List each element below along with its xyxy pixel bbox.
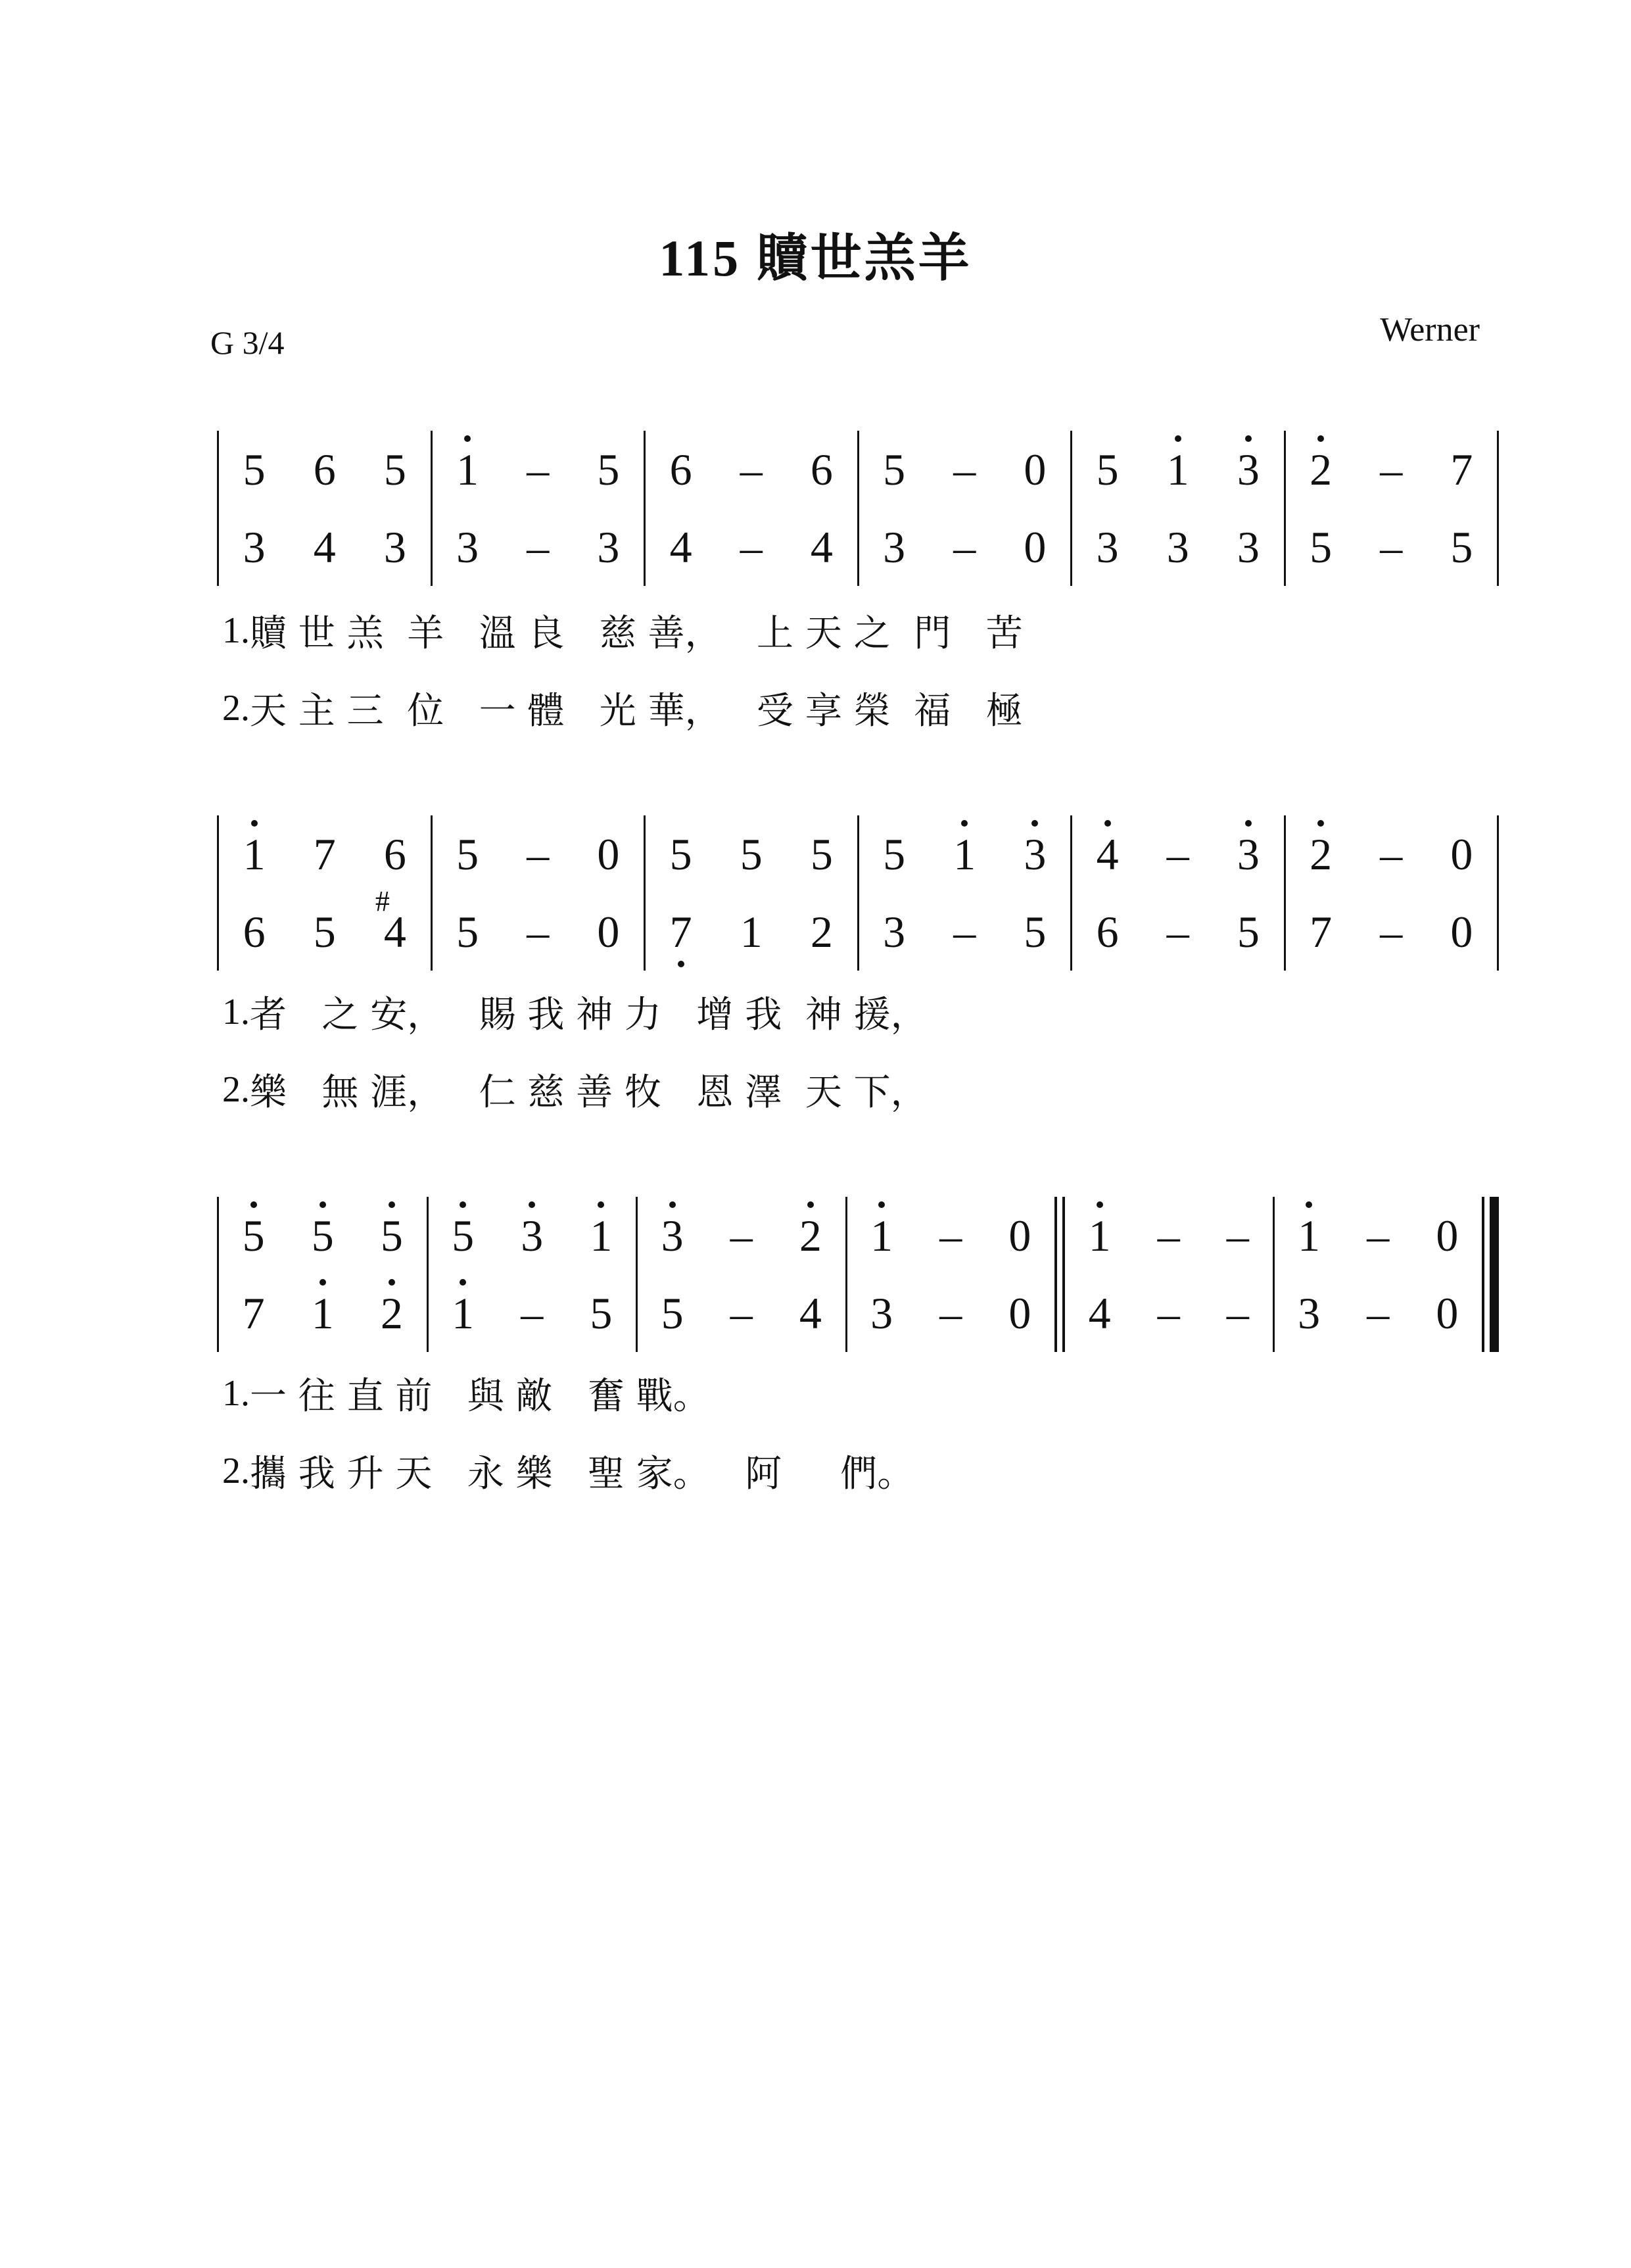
melody-voice [1072, 431, 1284, 508]
lyric-text: 贖 世 羔 羊 溫 良 慈 善， 上 天 之 門 苦 [250, 612, 1023, 655]
note: 4 # [375, 885, 406, 957]
note: 1 [433, 447, 503, 492]
harmony-voice [646, 893, 857, 971]
note: 5 [1024, 907, 1047, 957]
note: – [521, 1288, 544, 1338]
note: – [1157, 1211, 1180, 1261]
note: 5 [883, 829, 906, 879]
verse-number: 1. [222, 992, 250, 1032]
note: – [527, 907, 550, 957]
note: 7 [1450, 445, 1473, 495]
note: – [939, 1211, 962, 1261]
octave-dot-high [529, 1201, 535, 1208]
note: 6 [810, 445, 833, 495]
melody-voice [638, 1197, 845, 1274]
harmony-voice [219, 885, 431, 971]
octave-dot-high [389, 1201, 395, 1208]
note: 1 [930, 832, 1000, 877]
note: 5 [1237, 907, 1260, 957]
note: 6 [1096, 907, 1119, 957]
note: – [527, 445, 550, 495]
note: 2 [357, 1291, 426, 1336]
barline [1054, 1197, 1065, 1352]
measure [219, 431, 431, 586]
octave-dot-high [1306, 1201, 1312, 1208]
octave-dot-high [1104, 820, 1111, 827]
note: 1 [1275, 1213, 1344, 1258]
verse-number: 1. [222, 1373, 250, 1414]
note: 5 [740, 829, 763, 879]
note: 2 [776, 1213, 845, 1258]
note: – [1380, 829, 1403, 879]
measure [1072, 815, 1284, 971]
harmony-voice [859, 508, 1071, 586]
note: 5 [810, 829, 833, 879]
lyric-line [191, 669, 1492, 747]
note: 4 [669, 522, 692, 572]
harmony-voice [1286, 508, 1498, 586]
note: 7 [313, 829, 336, 879]
measure [433, 815, 644, 971]
staff-system [217, 815, 1499, 971]
barline [1482, 1197, 1499, 1352]
note: 5 [883, 445, 906, 495]
lyric-text: 一 往 直 前 與 敵 奮 戰。 [250, 1375, 710, 1418]
harmony-voice [429, 1274, 636, 1352]
barline [1497, 431, 1499, 586]
note: 1 [567, 1213, 636, 1258]
note: – [740, 445, 763, 495]
harmony-voice [1286, 893, 1498, 971]
note: 1 [847, 1213, 916, 1258]
octave-dot-high [961, 820, 968, 827]
lyrics-block [191, 1355, 1492, 1510]
harmony-voice [219, 508, 431, 586]
melody-voice [1286, 431, 1498, 508]
note: 2 [1286, 447, 1356, 492]
octave-dot-high [460, 1201, 466, 1208]
note: 5 [1310, 522, 1333, 572]
note: 5 [357, 1213, 426, 1258]
measure [1286, 431, 1498, 586]
note: – [740, 522, 763, 572]
note: 5 [661, 1288, 684, 1338]
note: 4 [799, 1288, 822, 1338]
note: 3 [638, 1213, 707, 1258]
note: – [1226, 1288, 1249, 1338]
measure [646, 431, 857, 586]
melody-voice [847, 1197, 1055, 1274]
harmony-voice [1065, 1274, 1273, 1352]
note: 0 [1008, 1211, 1031, 1261]
octave-dot-high [389, 1279, 395, 1286]
note: 6 [383, 829, 406, 879]
note: 1 [288, 1291, 357, 1336]
note: 3 [1298, 1288, 1321, 1338]
melody-voice [1072, 815, 1284, 893]
lyrics-block [191, 592, 1492, 747]
note: 0 [597, 829, 620, 879]
hymn-name: 贖世羔羊 [756, 229, 972, 287]
measure [859, 815, 1071, 971]
sharp-sign: # [375, 885, 390, 917]
measure [638, 1197, 845, 1352]
note: 0 [1024, 445, 1047, 495]
note: 3 [243, 522, 266, 572]
note: – [1226, 1211, 1249, 1261]
note: 7 [242, 1288, 265, 1338]
note: 0 [1024, 522, 1047, 572]
note: 3 [883, 907, 906, 957]
note: 6 [669, 445, 692, 495]
composer: Werner [1380, 311, 1480, 349]
melody-voice [646, 815, 857, 893]
note: 5 [219, 1213, 288, 1258]
note: – [1166, 907, 1189, 957]
measure [646, 815, 857, 971]
note: 3 [456, 522, 479, 572]
note: – [953, 522, 976, 572]
note: – [1380, 445, 1403, 495]
melody-voice [859, 815, 1071, 893]
verse-number: 1. [222, 610, 250, 651]
note: – [527, 829, 550, 879]
note: 3 [1213, 447, 1283, 492]
note: 5 [1450, 522, 1473, 572]
lyric-text: 者 之 安， 賜 我 神 力 增 我 神 援， [250, 994, 928, 1036]
melody-voice [859, 431, 1071, 508]
lyric-line [191, 1432, 1492, 1510]
note: 0 [1436, 1211, 1459, 1261]
note: 1 [1143, 447, 1213, 492]
note: 3 [597, 522, 620, 572]
note: – [730, 1211, 753, 1261]
hymn-number: 115 [659, 229, 742, 287]
octave-dot-high [250, 1201, 257, 1208]
note: – [1380, 522, 1403, 572]
note: 1 [429, 1291, 498, 1336]
note: 4 [313, 522, 336, 572]
melody-voice [429, 1197, 636, 1274]
note: – [1157, 1288, 1180, 1338]
harmony-voice [859, 893, 1071, 971]
lyric-line [191, 592, 1492, 669]
note: – [953, 907, 976, 957]
note: 0 [1450, 829, 1473, 879]
harmony-voice [1275, 1274, 1482, 1352]
octave-dot-high [460, 1279, 466, 1286]
melody-voice [219, 815, 431, 893]
note: 5 [288, 1213, 357, 1258]
note: – [1166, 829, 1189, 879]
note: 0 [1450, 907, 1473, 957]
measure [1286, 815, 1498, 971]
melody-voice [1286, 815, 1498, 893]
octave-dot-high [1245, 820, 1252, 827]
melody-voice [433, 431, 644, 508]
measure [1072, 431, 1284, 586]
octave-dot-high [1245, 435, 1252, 442]
note: 5 [669, 829, 692, 879]
note: 3 [1213, 832, 1283, 877]
note: 3 [1000, 832, 1070, 877]
harmony-voice [646, 508, 857, 586]
lyric-line [191, 1051, 1492, 1128]
measure [219, 1197, 427, 1352]
measure [1065, 1197, 1273, 1352]
harmony-voice [433, 508, 644, 586]
octave-dot-high [669, 1201, 676, 1208]
note: 4 [1072, 832, 1143, 877]
note: 0 [1008, 1288, 1031, 1338]
note: 3 [1166, 522, 1189, 572]
harmony-voice [1072, 893, 1284, 971]
hymn-title [0, 217, 1631, 291]
octave-dot-high [598, 1201, 604, 1208]
note: – [730, 1288, 753, 1338]
harmony-voice [1072, 508, 1284, 586]
note: 4 [1088, 1288, 1111, 1338]
note: 6 [313, 445, 336, 495]
melody-voice [1065, 1197, 1273, 1274]
note: – [939, 1288, 962, 1338]
harmony-voice [433, 893, 644, 971]
measure [847, 1197, 1055, 1352]
note: 3 [870, 1288, 893, 1338]
note: 7 [646, 909, 716, 954]
harmony-voice [847, 1274, 1055, 1352]
melody-voice [646, 431, 857, 508]
octave-dot-low [678, 961, 684, 967]
melody-voice [433, 815, 644, 893]
key-time-signature: G 3/4 [210, 324, 285, 361]
lyric-text: 天 主 三 位 一 體 光 華， 受 享 榮 福 極 [250, 690, 1023, 733]
staff-system [217, 431, 1499, 586]
octave-dot-high [1317, 820, 1324, 827]
octave-dot-high [1317, 435, 1324, 442]
octave-dot-high [878, 1201, 885, 1208]
measure [219, 815, 431, 971]
note: 5 [456, 829, 479, 879]
staff-system [217, 1197, 1499, 1352]
note: 3 [1237, 522, 1260, 572]
note: 5 [597, 445, 620, 495]
verse-number: 2. [222, 1451, 250, 1491]
note: 5 [590, 1288, 613, 1338]
note: 3 [498, 1213, 567, 1258]
barline [1497, 815, 1499, 971]
note: 5 [429, 1213, 498, 1258]
lyrics-block [191, 973, 1492, 1128]
verse-number: 2. [222, 688, 250, 729]
note: 2 [1286, 832, 1356, 877]
verse-number: 2. [222, 1069, 250, 1110]
melody-voice [219, 431, 431, 508]
octave-dot-high [464, 435, 471, 442]
note: 7 [1310, 907, 1333, 957]
note: – [1367, 1288, 1390, 1338]
melody-voice [219, 1197, 427, 1274]
octave-dot-high [251, 820, 258, 827]
measure [1275, 1197, 1482, 1352]
lyric-line [191, 973, 1492, 1051]
octave-dot-high [1097, 1201, 1103, 1208]
harmony-voice [638, 1274, 845, 1352]
octave-dot-high [1175, 435, 1181, 442]
lyric-line [191, 1355, 1492, 1432]
note: 5 [383, 445, 406, 495]
note: 5 [313, 907, 336, 957]
note: 6 [243, 907, 266, 957]
note: – [1367, 1211, 1390, 1261]
harmony-voice [219, 1274, 427, 1352]
lyric-text: 攜 我 升 天 永 樂 聖 家。 阿 們。 [250, 1453, 914, 1495]
octave-dot-high [1031, 820, 1038, 827]
note: – [527, 522, 550, 572]
note: – [953, 445, 976, 495]
note: 0 [597, 907, 620, 957]
measure [859, 431, 1071, 586]
note: – [1380, 907, 1403, 957]
measure [433, 431, 644, 586]
note: 1 [1065, 1213, 1134, 1258]
measure [429, 1197, 636, 1352]
note: 0 [1436, 1288, 1459, 1338]
note: 1 [740, 907, 763, 957]
note: 3 [383, 522, 406, 572]
note: 4 [810, 522, 833, 572]
note: 5 [456, 907, 479, 957]
octave-dot-high [319, 1201, 326, 1208]
melody-voice [1275, 1197, 1482, 1274]
note: 1 [219, 832, 289, 877]
note: 5 [243, 445, 266, 495]
note: 5 [1096, 445, 1119, 495]
note: 3 [883, 522, 906, 572]
lyric-text: 樂 無 涯， 仁 慈 善 牧 恩 澤 天 下， [250, 1071, 928, 1114]
note: 2 [810, 907, 833, 957]
octave-dot-high [807, 1201, 814, 1208]
octave-dot-high [319, 1279, 326, 1286]
note: 3 [1096, 522, 1119, 572]
